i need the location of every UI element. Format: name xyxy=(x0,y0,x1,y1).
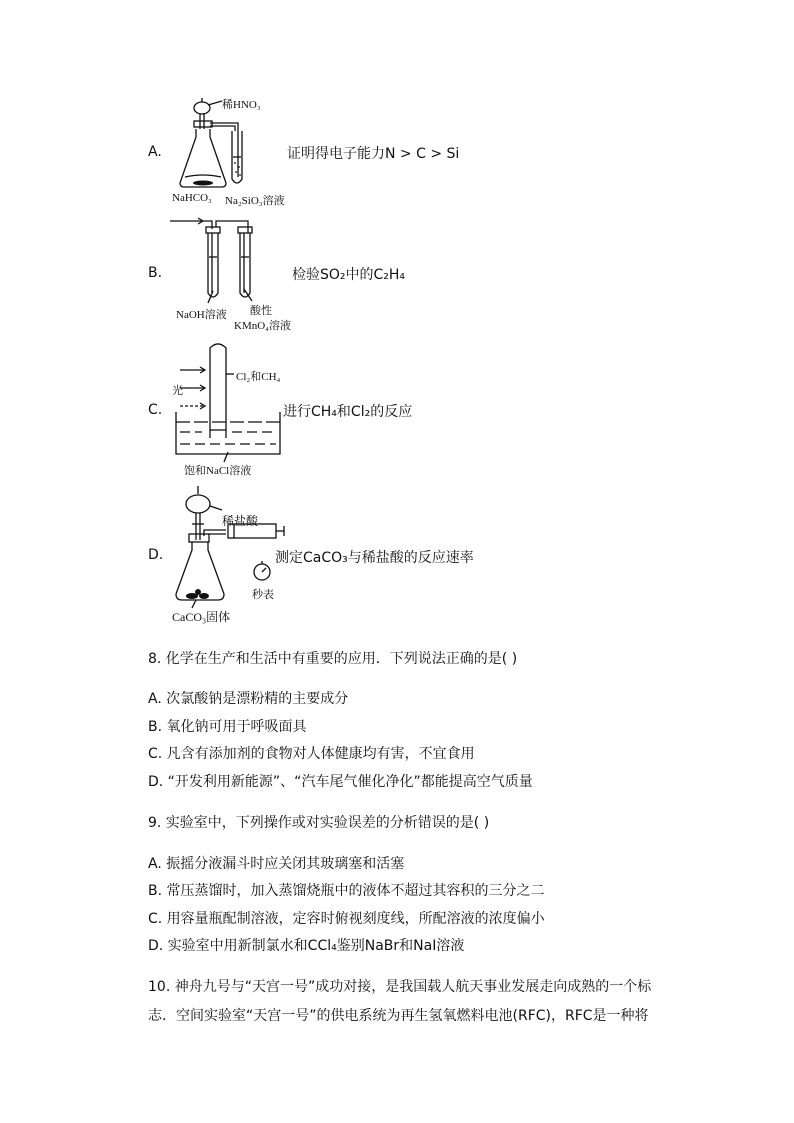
caption-nahco3: NaHCO₃ xyxy=(172,192,212,204)
caption-cl2-ch4: Cl₂和CH₄ xyxy=(236,371,281,383)
caption-acidic: 酸性 xyxy=(250,305,272,317)
question-9-option-a: A. 振摇分液漏斗时应关闭其玻璃塞和活塞 xyxy=(148,856,405,872)
caption-stopwatch: 秒表 xyxy=(252,589,274,601)
caption-naoh: NaOH溶液 xyxy=(176,309,227,321)
caption-caco3-solid: CaCO₃固体 xyxy=(172,610,231,624)
question-9-option-b: B. 常压蒸馏时，加入蒸馏烧瓶中的液体不超过其容积的三分之二 xyxy=(148,883,545,899)
question-9-stem: 9. 实验室中，下列操作或对实验误差的分析错误的是( ) xyxy=(148,815,490,831)
option-c-description: 进行CH₄和Cl₂的反应 xyxy=(283,404,413,420)
question-10-stem-line-2: 志．空间实验室“天宫一号”的供电系统为再生氢氧燃料电池(RFC)，RFC是一种将 xyxy=(148,1008,649,1024)
option-d-description: 测定CaCO₃与稀盐酸的反应速率 xyxy=(275,550,474,566)
apparatus-b-diagram xyxy=(170,213,290,313)
caption-na2sio3: Na₂SiO₃溶液 xyxy=(225,195,285,207)
apparatus-c-diagram xyxy=(168,340,288,460)
option-label-a: A. xyxy=(148,144,162,160)
question-8-stem: 8. 化学在生产和生活中有重要的应用．下列说法正确的是( ) xyxy=(148,651,518,667)
caption-dilute-hno3: 稀HNO₃ xyxy=(222,99,261,111)
caption-dilute-hcl: 稀盐酸 xyxy=(222,514,259,528)
question-10-stem-line-1: 10. 神舟九号与“天宫一号”成功对接，是我国载人航天事业发展走向成熟的一个标 xyxy=(148,979,652,995)
question-8-option-d: D. “开发利用新能源”、“汽车尾气催化净化”都能提高空气质量 xyxy=(148,774,533,790)
caption-saturated-nacl: 饱和NaCl溶液 xyxy=(184,465,252,477)
question-8-option-b: B. 氧化钠可用于呼吸面具 xyxy=(148,719,307,735)
question-8-option-c: C. 凡含有添加剂的食物对人体健康均有害，不宜食用 xyxy=(148,746,475,762)
option-label-d: D. xyxy=(148,547,164,563)
question-9-option-d: D. 实验室中用新制氯水和CCl₄鉴别NaBr和NaI溶液 xyxy=(148,938,465,954)
question-9-option-c: C. 用容量瓶配制溶液，定容时俯视刻度线，所配溶液的浓度偏小 xyxy=(148,911,545,927)
question-8-option-a: A. 次氯酸钠是漂粉精的主要成分 xyxy=(148,691,349,707)
option-label-b: B. xyxy=(148,265,163,281)
caption-kmno4: KMnO₄溶液 xyxy=(234,320,292,332)
option-a-description: 证明得电子能力N > C > Si xyxy=(287,146,460,162)
caption-light: 光 xyxy=(172,385,183,397)
option-label-c: C. xyxy=(148,402,163,418)
option-b-description: 检验SO₂中的C₂H₄ xyxy=(292,267,406,283)
